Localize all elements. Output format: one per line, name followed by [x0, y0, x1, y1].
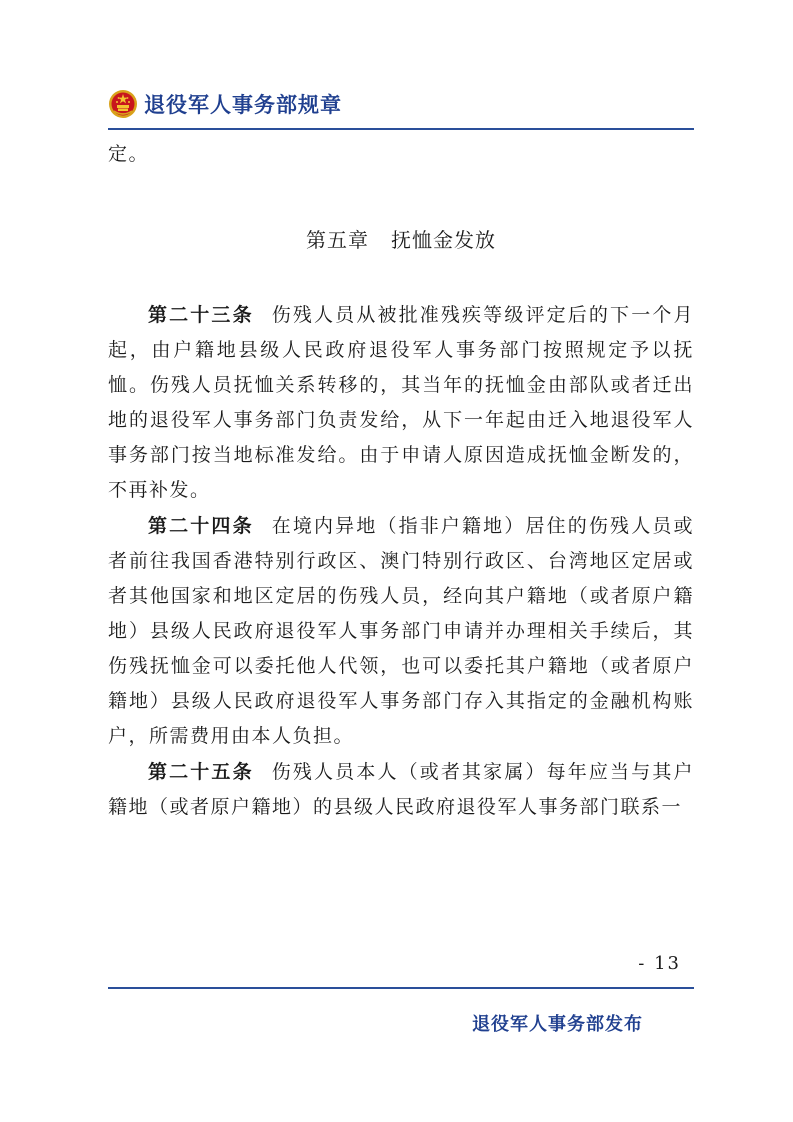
page-header — [108, 84, 342, 124]
article-23 — [108, 298, 694, 508]
article-24 — [108, 509, 694, 754]
header-title: 退役军人事务部规章 — [144, 93, 342, 117]
footer-publisher: 退役军人事务部发布 — [472, 1014, 643, 1035]
chapter-title: 抚恤金发放 — [391, 228, 496, 252]
article-number: 第二十四条 — [148, 515, 254, 537]
articles-list — [108, 298, 694, 826]
article-text: 伤残人员本人（或者其家属）每年应当与其户籍地（或者原户籍地）的县级人民政府退役军人事务部门联系一 — [108, 761, 694, 818]
continuation-text: 定。 — [108, 143, 150, 165]
article-text: 伤残人员从被批准残疾等级评定后的下一个月起，由户籍地县级人民政府退役军人事务部门按照规定予以抚恤。伤残人员抚恤关系转移的，其当年的抚恤金由部队或者迁出地的退役军人事务部门负责发给，从下一年起由迁入地退役军人事务部门按当地标准发给。由于申请人原因造成抚恤金断发的，不再补发。 — [108, 304, 694, 501]
article-number: 第二十五条 — [148, 761, 254, 783]
article-25 — [108, 755, 694, 825]
article-text: 在境内异地（指非户籍地）居住的伤残人员或者前往我国香港特别行政区、澳门特别行政区、台湾地区定居或者其他国家和地区定居的伤残人员，经向其户籍地（或者原户籍地）县级人民政府退役军人事务部门申请并办理相关手续后，其伤残抚恤金可以委托他人代领，也可以委托其户籍地（或者原户籍地）县级人民政府退役军人事务部门存入其指定的金融机构账户，所需费用由本人负担。 — [108, 515, 694, 747]
article-number: 第二十三条 — [148, 304, 254, 326]
footer-divider — [108, 987, 694, 989]
national-emblem-icon — [108, 89, 138, 119]
page-number: - 13 — [638, 953, 681, 974]
header-divider — [108, 128, 694, 130]
chapter-heading — [108, 224, 694, 253]
chapter-number: 第五章 — [306, 228, 369, 252]
